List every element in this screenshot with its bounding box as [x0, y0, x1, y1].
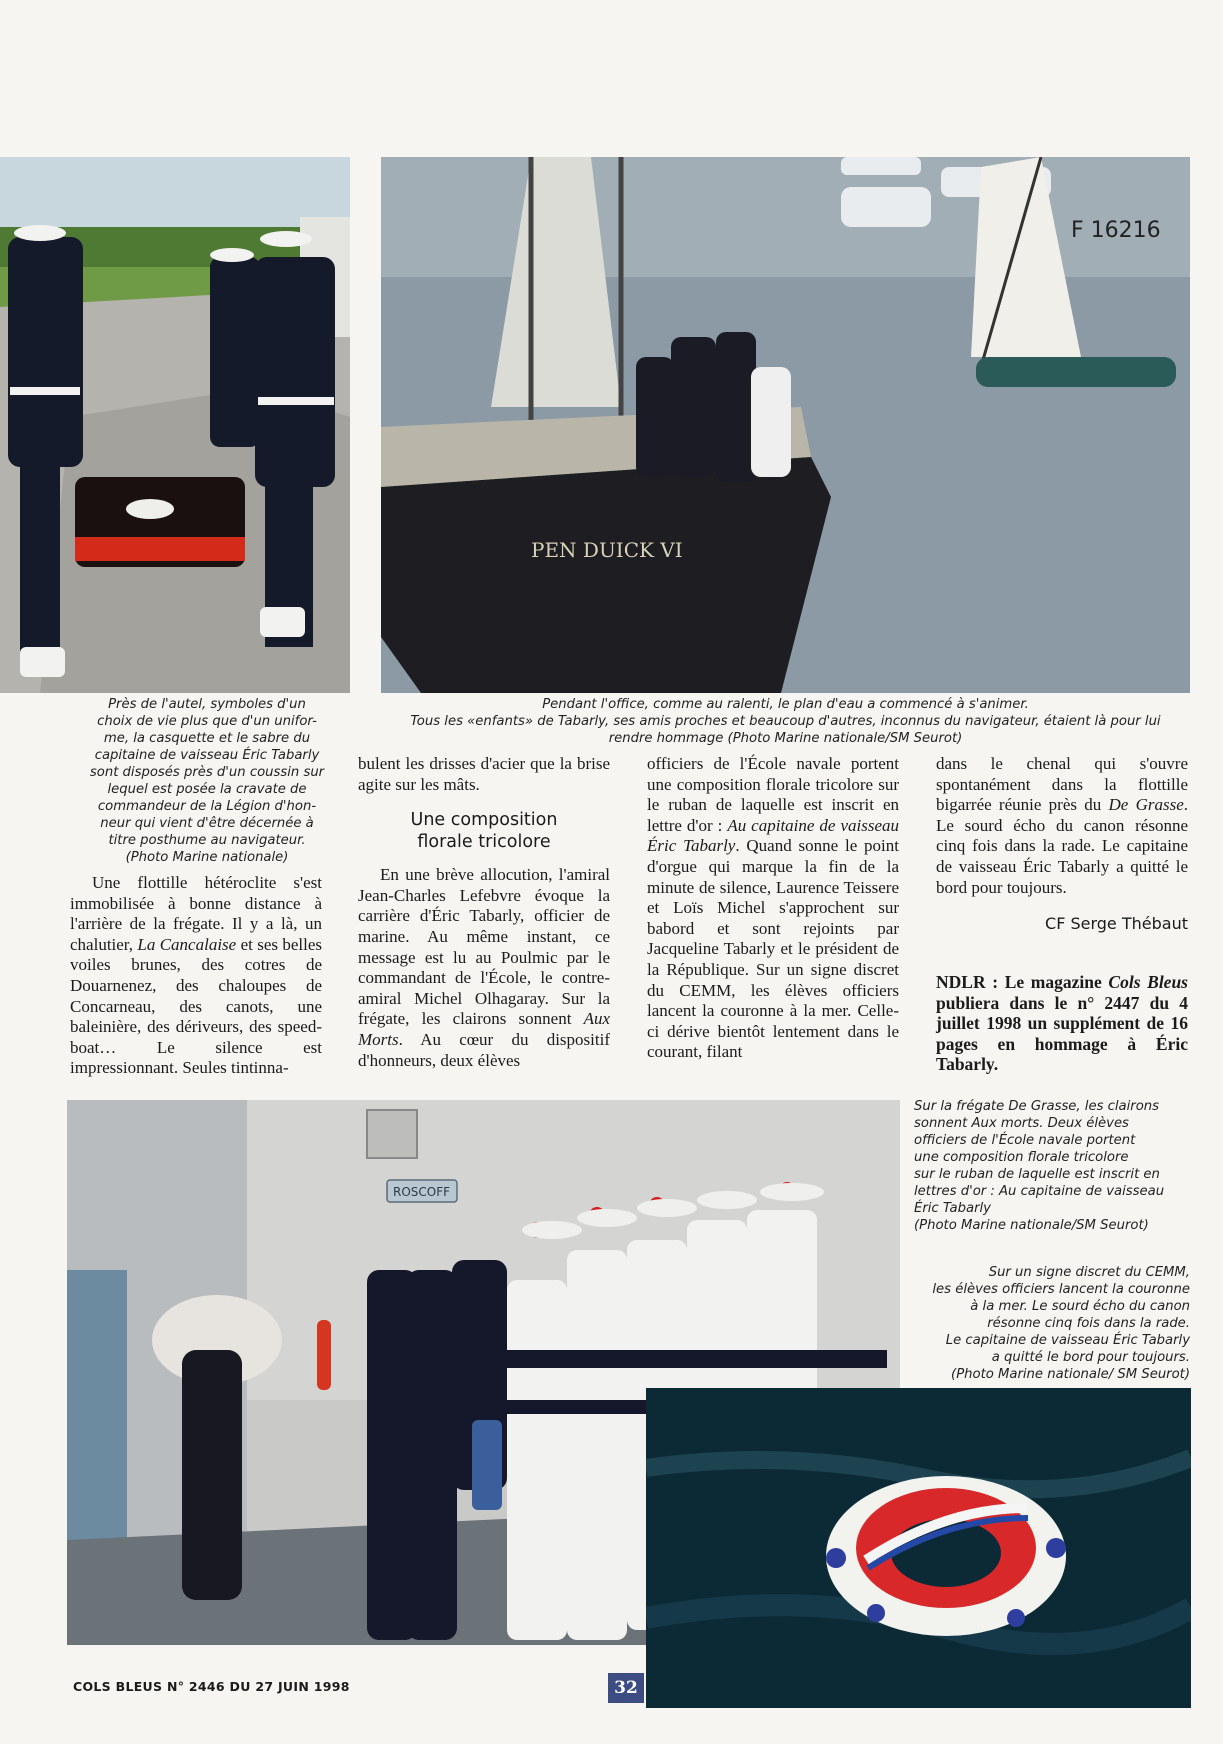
caption-line: Près de l'autel, symboles d'un [108, 697, 306, 712]
caption-frigate [914, 1098, 1194, 1234]
caption-line: les élèves officiers lancent la couronne [932, 1282, 1190, 1297]
caption-line: officiers de l'École navale portent [914, 1133, 1136, 1148]
ship-name-plate: ROSCOFF [393, 1185, 451, 1199]
caption-line: Tous les «enfants» de Tabarly, ses amis proches et beaucoup d'autres, inconnus du navigateur, étaient là pour lui [410, 714, 1161, 729]
publication-footer: COLS BLEUS N° 2446 DU 27 JUIN 1998 [73, 1679, 350, 1694]
article-column-4 [936, 754, 1188, 935]
paragraph: dans le chenal qui s'ouvre spontanément dans la flottille bigarrée réunie près du De Grasse. Le sourd écho du canon résonne cinq fois dans la rade. Le capitaine de vaisseau Éric Tabarly a quitté le bord pour toujours. [936, 754, 1188, 897]
caption-line: (Photo Marine nationale/ SM Seurot) [951, 1367, 1190, 1382]
caption-line: (Photo Marine nationale) [125, 850, 289, 865]
caption-line: à la mer. Le sourd écho du canon [970, 1299, 1190, 1314]
caption-line: me, la casquette et le sabre du [103, 731, 311, 746]
caption-line: Éric Tabarly [914, 1201, 991, 1216]
paragraph: bulent les drisses d'acier que la brise agite sur les mâts. [358, 754, 610, 794]
sail-number: F 16216 [1071, 218, 1161, 243]
caption-altar [60, 696, 354, 866]
paragraph: officiers de l'École navale portent une composition florale tricolore sur le ruban de laquelle est inscrit en lettre d'or : Au capitaine de vaisseau Éric Tabarly. Quand sonne le point d'orgue qui marque la fin de la minute de silence, Laurence Teissere et Loïs Michel s'approchent sur babord et sont rejoints par Jacqueline Tabarly et le président de la République. Sur un signe discret du CEMM, les élèves officiers lancent la couronne à la mer. Celle-ci dérive bientôt lentement dans le courant, filant [647, 754, 900, 1062]
caption-line: (Photo Marine nationale/SM Seurot) [914, 1218, 1149, 1233]
caption-line: commandeur de la Légion d'hon- [97, 799, 317, 814]
subheading: Une composition florale tricolore [410, 810, 558, 853]
article-column-2 [358, 754, 610, 1071]
caption-line: sur le ruban de laquelle est inscrit en [914, 1167, 1160, 1182]
caption-line: Le capitaine de vaisseau Éric Tabarly [945, 1333, 1190, 1348]
caption-line: lequel est posée la cravate de [107, 782, 307, 797]
caption-line: titre posthume au navigateur. [108, 833, 306, 848]
author-signature: CF Serge Thébaut [1045, 914, 1188, 934]
caption-boat [381, 696, 1190, 747]
caption-line: a quitté le bord pour toujours. [991, 1350, 1190, 1365]
hull-name: PEN DUICK VI [531, 538, 683, 562]
caption-line: choix de vie plus que d'un unifor- [97, 714, 317, 729]
photo-altar-sailors [0, 157, 350, 693]
photo-pen-duick-boat [381, 157, 1190, 693]
caption-wreath [905, 1264, 1190, 1383]
page-number: 32 [608, 1673, 644, 1703]
article-column-3 [647, 754, 899, 1063]
editor-note: NDLR : Le magazine Cols Bleus publiera dans le n° 2447 du 4 juillet 1998 un supplément de 16 pages en hommage à Éric Tabarly. [936, 972, 1188, 1075]
photo-wreath-at-sea [646, 1388, 1191, 1708]
caption-line: Pendant l'office, comme au ralenti, le plan d'eau a commencé à s'animer. [542, 697, 1029, 712]
caption-line: sonnent Aux morts. Deux élèves [914, 1116, 1129, 1131]
paragraph: En une brève allocution, l'amiral Jean-Charles Lefebvre évoque la carrière d'Éric Tabarly, officier de marine. Au même instant, ce message est lu au Poulmic par le commandant de l'École, le contre-amiral Michel Olhagaray. Sur la frégate, les clairons sonnent Aux Morts. Au cœur du dispositif d'honneurs, deux élèves [358, 865, 610, 1070]
article-column-1 [70, 873, 322, 1079]
caption-line: résonne cinq fois dans la rade. [987, 1316, 1190, 1331]
caption-line: lettres d'or : Au capitaine de vaisseau [914, 1184, 1165, 1199]
caption-line: Sur un signe discret du CEMM, [988, 1265, 1190, 1280]
caption-line: capitaine de vaisseau Éric Tabarly [94, 748, 320, 763]
caption-line: une composition florale tricolore [914, 1150, 1129, 1165]
caption-line: Sur la frégate De Grasse, les clairons [914, 1099, 1160, 1114]
caption-line: rendre hommage (Photo Marine nationale/SM Seurot) [608, 731, 963, 746]
caption-line: sont disposés près d'un coussin sur [89, 765, 325, 780]
paragraph: Une flottille hétéroclite s'est immobilisée à bonne distance à l'arrière de la frégate. Il y a là, un chalutier, La Cancalaise et ses belles voiles brunes, des cotres de Douarnenez, des chaloupes de Concarneau, des canots, une baleinière, des dériveurs, des speed-boat… Le silence est impressionnant. Seules tintinna- [70, 873, 322, 1078]
caption-line: neur qui vient d'être décernée à [100, 816, 314, 831]
